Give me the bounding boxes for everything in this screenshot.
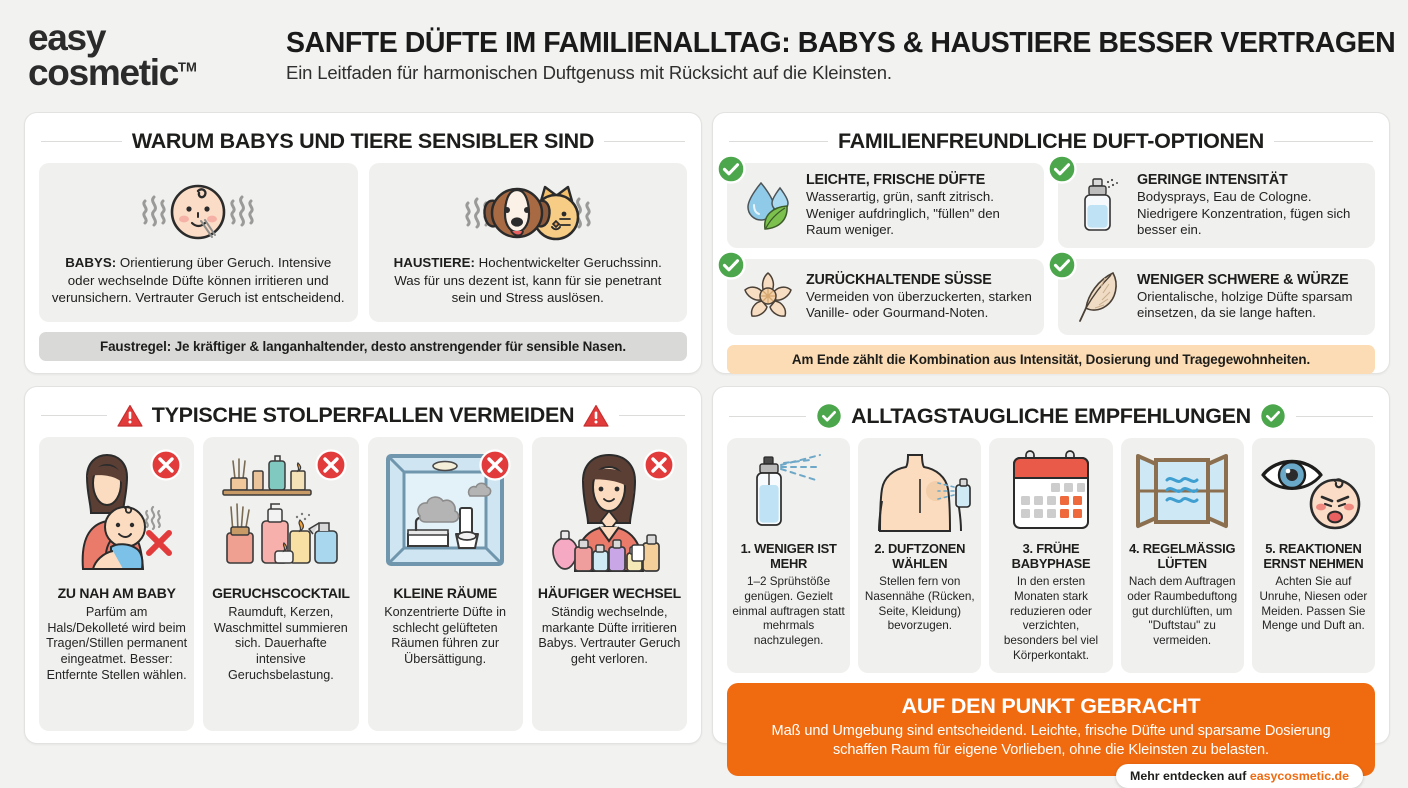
pitfall-heading: KLEINE RÄUME bbox=[393, 585, 497, 601]
recommendation-text: Nach dem Auftragen oder Raumbeduftong gut durchlüften, um "Duftstau" zu vermeiden. bbox=[1127, 575, 1238, 647]
water-drop-leaf-icon bbox=[740, 177, 796, 233]
title-rule-left bbox=[729, 141, 828, 142]
title-rule-right bbox=[619, 415, 685, 416]
pitfall-text: Konzentrierte Düfte in schlecht gelüfteten Räumen führen zur Übersättigung. bbox=[384, 605, 507, 667]
baby-face-icon bbox=[123, 173, 273, 251]
tile-haustiere-text: HAUSTIERE: Hochentwickelter Geruchssinn. Was für uns dezent ist, kann für sie penetrant sein und Stress auslösen. bbox=[393, 255, 662, 306]
recommendation-weniger-ist-mehr bbox=[727, 438, 850, 673]
option-geringe-intensitaet bbox=[1058, 163, 1375, 248]
dog-cat-icon bbox=[448, 173, 608, 251]
recommendation-duftzonen-waehlen bbox=[858, 438, 981, 673]
cta-banner bbox=[727, 683, 1375, 784]
card-options bbox=[712, 112, 1390, 374]
card-pitfalls bbox=[24, 386, 702, 744]
card-pitfalls-title: TYPISCHE STOLPERFALLEN VERMEIDEN bbox=[151, 403, 575, 427]
pitfall-text: Parfüm am Hals/Dekolleté wird beim Tragen/Stillen permanent eingeatmet. Besser: Entfernte Stellen wählen. bbox=[46, 605, 188, 682]
page-title: SANFTE DÜFTE IM FAMILIENALLTAG: BABYS & HAUSTIERE BESSER VERTRAGEN bbox=[286, 26, 1396, 59]
recommendation-regelmaessig-lueften bbox=[1121, 438, 1244, 673]
title-rule-right bbox=[1274, 141, 1373, 142]
card-recommendations-title: ALLTAGSTAUGLICHE EMPFEHLUNGEN bbox=[851, 403, 1251, 428]
pitfall-text: Raumduft, Kerzen, Waschmittel summieren sich. Dauerhafte intensive Geruchsbelastung. bbox=[213, 605, 348, 682]
title-rule-right bbox=[604, 141, 685, 142]
option-text: Orientalische, holzige Düfte sparsam einsetzen, da sie lange haften. bbox=[1137, 288, 1353, 321]
eye-crying-baby-icon bbox=[1259, 448, 1367, 534]
calendar-icon bbox=[1007, 448, 1095, 534]
recommendation-text: 1–2 Sprühstöße genügen. Gezielt einmal auftragen statt mehrmals nachzulegen. bbox=[732, 575, 845, 647]
tile-babys bbox=[39, 163, 358, 322]
x-circle-icon bbox=[315, 449, 347, 481]
cta-text: Maß und Umgebung sind entscheidend. Leichte, frische Düfte und sparsame Dosierung schaffen Raum für eigene Vorlieben, ohne die Kleinsten zu belasten. bbox=[771, 723, 1331, 759]
trademark-symbol: TM bbox=[178, 60, 197, 76]
cta-badge-url: easycosmetic.de bbox=[1249, 769, 1349, 784]
cta-link-badge[interactable] bbox=[1116, 764, 1363, 788]
warning-triangle-icon bbox=[583, 404, 609, 428]
recommendation-reaktionen-ernst-nehmen bbox=[1252, 438, 1375, 673]
x-circle-icon bbox=[150, 449, 182, 481]
option-leichte-frische-duefte bbox=[727, 163, 1044, 248]
check-circle-icon bbox=[1047, 154, 1077, 184]
option-heading: LEICHTE, FRISCHE DÜFTE bbox=[806, 172, 986, 188]
vanilla-flower-icon bbox=[740, 269, 796, 325]
recommendation-fruehe-babyphase bbox=[989, 438, 1112, 673]
spray-mist-icon bbox=[734, 448, 844, 534]
cta-heading: AUF DEN PUNKT GEBRACHT bbox=[901, 694, 1201, 719]
warning-triangle-icon bbox=[117, 404, 143, 428]
card-recommendations bbox=[712, 386, 1390, 784]
check-circle-icon bbox=[1047, 250, 1077, 280]
recommendation-heading: 5. REAKTIONEN ERNST NEHMEN bbox=[1263, 541, 1364, 572]
cards-grid bbox=[24, 112, 1384, 784]
recommendation-text: In den ersten Monaten stark reduzieren oder verzichten, besonders bel viel Körperkontakt. bbox=[1003, 575, 1099, 662]
open-window-icon bbox=[1134, 448, 1230, 534]
back-torso-spray-icon bbox=[864, 448, 976, 534]
option-heading: GERINGE INTENSITÄT bbox=[1137, 172, 1288, 188]
page-subtitle: Ein Leitfaden für harmonischen Duftgenuss mit Rücksicht auf die Kleinsten. bbox=[286, 62, 892, 84]
tile-babys-lead: BABYS: bbox=[65, 255, 117, 270]
feather-icon bbox=[1071, 268, 1127, 326]
pitfall-geruchscocktail bbox=[203, 437, 358, 731]
brand-line-1: easy bbox=[28, 17, 106, 59]
card-options-title: FAMILIENFREUNDLICHE DUFT-OPTIONEN bbox=[837, 129, 1265, 153]
card-sensitivity bbox=[24, 112, 702, 374]
pitfall-zu-nah-am-baby bbox=[39, 437, 194, 731]
tile-babys-text: BABYS: Orientierung über Geruch. Intensive oder wechselnde Düfte können irritieren und verunsichern. Vertrauter Geruch ist entscheidend. bbox=[51, 255, 345, 306]
spray-bottle-icon bbox=[1071, 176, 1127, 234]
title-rule-left bbox=[41, 141, 122, 142]
option-heading: ZURÜCKHALTENDE SÜSSE bbox=[806, 271, 992, 288]
sensitivity-footnote: Faustregel: Je kräftiger & langanhaltender, desto anstrengender für sensible Nasen. bbox=[39, 332, 687, 361]
recommendation-heading: 1. WENIGER IST MEHR bbox=[740, 541, 837, 572]
recommendation-heading: 2. DUFTZONEN WÄHLEN bbox=[874, 541, 966, 572]
pitfall-heading: HÄUFIGER WECHSEL bbox=[537, 585, 681, 601]
tile-haustiere bbox=[369, 163, 688, 322]
card-sensitivity-title: WARUM BABYS UND TIERE SENSIBLER SIND bbox=[131, 129, 595, 153]
title-rule-left bbox=[729, 416, 806, 417]
page-header bbox=[24, 0, 1396, 112]
title-rule-left bbox=[41, 415, 107, 416]
pitfall-text: Ständig wechselnde, markante Düfte irritieren Babys. Vertrauter Geruch geht verloren. bbox=[538, 605, 681, 667]
brand-line-2: cosmetic™ bbox=[28, 52, 197, 94]
check-circle-icon bbox=[816, 403, 842, 429]
option-zurueckhaltende-suesse bbox=[727, 259, 1044, 335]
recommendation-heading: 3. FRÜHE BABYPHASE bbox=[1011, 541, 1091, 572]
cta-badge-prefix: Mehr entdecken auf bbox=[1130, 769, 1250, 784]
check-circle-icon bbox=[716, 250, 746, 280]
check-circle-icon bbox=[716, 154, 746, 184]
recommendation-heading: 4. REGELMÄSSIG LÜFTEN bbox=[1129, 541, 1236, 572]
pitfall-heading: GERUCHSCOCKTAIL bbox=[212, 585, 350, 601]
x-circle-icon bbox=[643, 449, 675, 481]
pitfall-haeufiger-wechsel bbox=[532, 437, 687, 731]
pitfall-heading: ZU NAH AM BABY bbox=[57, 585, 176, 601]
check-circle-icon bbox=[1260, 403, 1286, 429]
brand-logo bbox=[28, 17, 264, 94]
title-rule-right bbox=[1296, 416, 1373, 417]
recommendation-text: Achten Sie auf Unruhe, Niesen oder Meiden. Passen Sie Menge und Duft an. bbox=[1259, 575, 1368, 633]
option-text: Bodysprays, Eau de Cologne. Niedrigere Konzentration, fügen sich besser ein. bbox=[1137, 189, 1351, 238]
option-weniger-schwere-wuerze bbox=[1058, 259, 1375, 335]
option-text: Vermeiden von überzuckerten, starken Vanille- oder Gourmand-Noten. bbox=[806, 288, 1032, 321]
option-text: Wasserartig, grün, sanft zitrisch. Weniger aufdringlich, "füllen" den Raum weniger. bbox=[806, 189, 1000, 238]
tile-haustiere-lead: HAUSTIERE: bbox=[393, 255, 475, 270]
recommendation-text: Stellen fern von Nasennähe (Rücken, Seite, Kleidung) bevorzugen. bbox=[864, 575, 975, 633]
options-footnote: Am Ende zählt die Kombination aus Intensität, Dosierung und Tragegewohnheiten. bbox=[727, 345, 1375, 374]
option-heading: WENIGER SCHWERE & WÜRZE bbox=[1137, 271, 1349, 288]
x-circle-icon bbox=[479, 449, 511, 481]
pitfall-kleine-raeume bbox=[368, 437, 523, 731]
